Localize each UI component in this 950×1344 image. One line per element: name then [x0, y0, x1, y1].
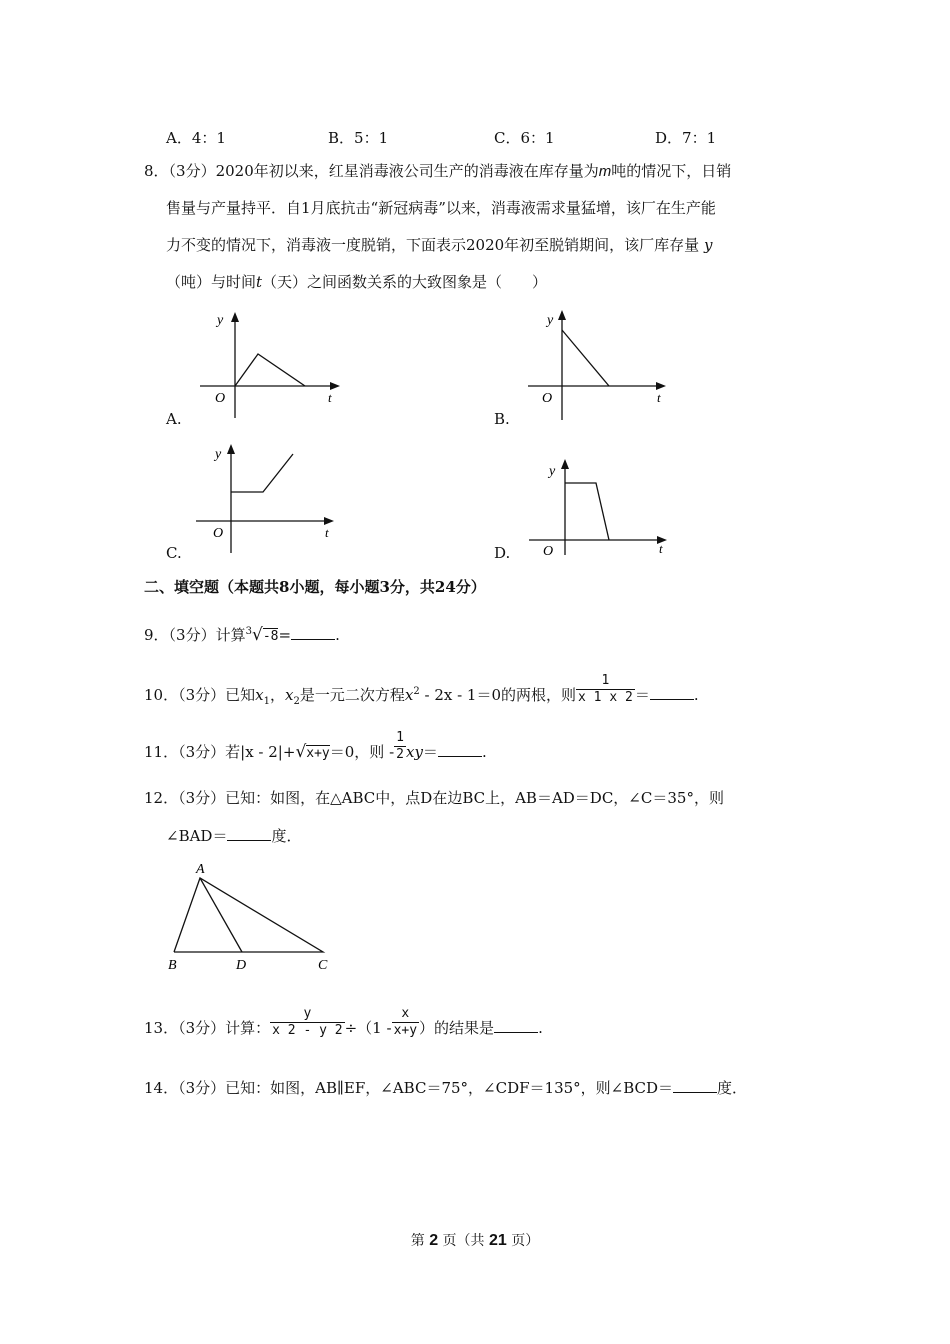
- graph-d-t-label: t: [659, 541, 663, 556]
- q8-line4: （吨）与时间t（天）之间函数关系的大致图象是（ ）: [166, 273, 548, 291]
- q13: 13．（3分）计算： $\frac{y}{x 2 - y 2}$ ÷（1 - $\frac{x}{x+y}$ ）的结果是 .: [144, 1005, 543, 1038]
- q10: 10．（3分）已知$x_1$，$x_2$是一元二次方程$x^2 - 2x - 1=0$的两根，则 $\frac{1}{x 1 x 2}$ ＝ .: [144, 672, 699, 707]
- q8-line1: 8．（3分）2020年初以来，红星消毒液公司生产的消毒液在库存量为m吨的情况下，日销: [144, 162, 732, 180]
- graph-b: [525, 308, 675, 423]
- graph-c-label: C.: [166, 544, 182, 562]
- q12-label-b: B: [168, 958, 177, 973]
- q9: 9．（3分）计算$^3$√-8= .: [144, 625, 340, 645]
- q12-label-c: C: [318, 958, 328, 973]
- q7-choice-d: D．7：1: [655, 129, 717, 147]
- graph-a-t-label: t: [328, 390, 332, 405]
- graph-a-label: A.: [166, 410, 182, 428]
- graph-a: [195, 308, 345, 423]
- graph-c-y-label: y: [215, 447, 222, 462]
- page-footer: 第 2 页（共 21 页）: [410, 1232, 540, 1249]
- graph-c-origin: O: [213, 526, 224, 541]
- graph-a-origin: O: [215, 391, 226, 406]
- graph-c-t-label: t: [325, 525, 329, 540]
- q12-line2: ∠BAD＝ 度．: [166, 827, 302, 845]
- q11: 11．（3分）若|x - 2|+√x+y＝0，则 - $\frac{1}{2}$ xy＝ .: [144, 729, 487, 762]
- q12-label-a: A: [196, 862, 205, 877]
- graph-b-label: B.: [494, 410, 510, 428]
- graph-b-origin: O: [542, 391, 553, 406]
- graph-d: [527, 455, 677, 560]
- q12-line1: 12．（3分）已知：如图，在△ABC中，点D在边BC上，AB＝AD＝DC，∠C＝35°，则: [144, 789, 724, 807]
- page-number: 2: [429, 1232, 439, 1249]
- q12-triangle: [160, 855, 340, 980]
- q7-choice-b: B．5：1: [328, 129, 389, 147]
- graph-d-origin: O: [543, 544, 554, 559]
- q14: 14．（3分）已知：如图，AB∥EF，∠ABC＝75°，∠CDF＝135°，则∠BCD＝ 度．: [144, 1079, 748, 1097]
- page-total: 21: [489, 1232, 507, 1249]
- q7-choice-a: A．4：1: [166, 129, 226, 147]
- section-title: 二、填空题（本题共8小题，每小题3分，共24分）: [144, 578, 486, 596]
- q8-line2: 售量与产量持平．自1月底抗击“新冠病毒”以来，消毒液需求量猛增，该厂在生产能: [166, 199, 716, 217]
- graph-c: [193, 440, 343, 555]
- graph-a-y-label: y: [217, 313, 224, 328]
- q12-label-d: D: [236, 958, 247, 973]
- graph-b-y-label: y: [547, 313, 554, 328]
- q8-line3: 力不变的情况下，消毒液一度脱销，下面表示2020年初至脱销期间，该厂库存量 y: [166, 236, 713, 254]
- graph-d-y-label: y: [549, 464, 556, 479]
- graph-b-t-label: t: [657, 390, 661, 405]
- graph-d-label: D.: [494, 544, 511, 562]
- q7-choice-c: C．6：1: [494, 129, 555, 147]
